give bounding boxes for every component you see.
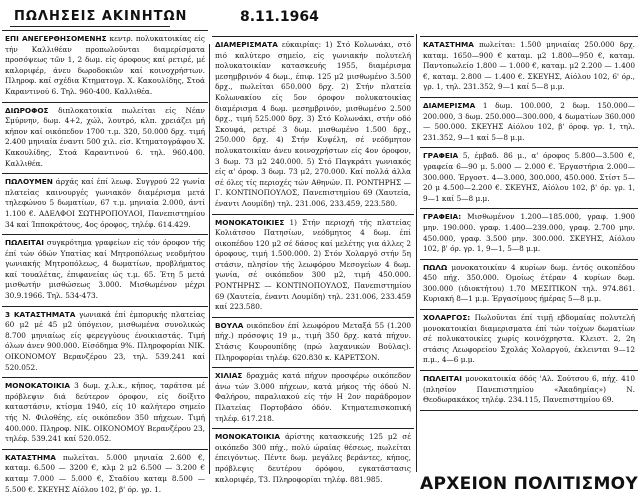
column-divider [416, 34, 417, 472]
classified-ad [420, 148, 638, 209]
ad-title: ΠΩΛΕΙΤΑΙ [5, 238, 44, 248]
ad-title: ΓΡΑΦΕΙΑ: [423, 212, 462, 222]
classified-ad [420, 209, 638, 259]
ad-body: 3 δωμ. χ.λ.κ., κήπος, ταράτσα μέ πρόβλεψιν διά δεύτερον όροφον, είς δοίξιτο καταστάσιν, κτίσμα 1940, είς 10 καλήτερο σημείο τής Ν. Φιλοθέης, είς οικόπεδον 350 πήχεων. Τιμή 400.000. Πληροφ. ΝΙΚ. ΟΙΚΟΝΟΜΟΥ Βερανζέρου 23, τηλέφ. 539.241 καί 520.052. [5, 381, 205, 444]
ad-body: γωνιακά έπί έμπορικής πλατείας 60 μ2 μέ 45 μ2 ύπόγειον, μισθωμένα συνολικώς 8.700 μηνιαίως είς φερεγγύους ένοικιαστάς. Τιμή όλων άνεν 900.000. Είσόδημα 9%. Πληροφορίαι ΝΙΚ. ΟΙΚΟΝΟΜΟΥ Βερανζέρου 23, τηλ. 539.241 καί 520.052. [5, 309, 205, 372]
ad-body: κεντρ. πολυκατοικίας είς τήν Καλλιθέαν προπωλοῦνται διαμερίσματα προσόψεως τῶν 1, 2 δωμ. είς όροφους καί ρετιρέ, μέ καλοριφέρ, άνευ δωροδοκιῶν καί κοινοχρήστων. Πληροφ. καί σχέδια Κτηματογρ. Χ. Κακουλίδης, Στοά Καραντινού 6. Τηλ. 960-400. Καλλιθέα. [5, 34, 205, 96]
ad-body: πωλείται: 1.500 μηνιαίας 250.000 δρχ. καταμ. 1650—900 € καταμ. μ2 1.800—950 €, καταμ. Παντοπωλείο 1.800 — 1.000 €, καταμ. μ2 2.200 — 1.400 €, καταμ. 2.800 — 1.400 €. ΣΚΕΥΗΣ, Αίόλου 102, 6' όρ., γρ. 1, τηλ. 231.352, 9—1 καί 5—8 μ.μ. [423, 40, 636, 92]
ad-title: ΔΙΩΡΟΦΟΣ [5, 105, 49, 115]
ad-title: ΚΑΤΑΣΤΗΜΑ [423, 40, 474, 49]
ad-body: μονοκατοικία όδός 'Αλ. Σούτσου 6, πήχ. 410 (πλησίον Πανεπιστημίου «Άκαδημίας») Ν. Θεοδωρακάκος τηλέφ. 234.115, Πανεπιστημίου 69. [423, 374, 635, 405]
ad-body: 5, έμβαδ. 86 μ., α' όροφος 5.800—3.500 €, γραφεία 6—90 μ. 5.000 — 2.000 €. Έργαστήρια 2.000—300.000. Έργοστ. 4—3.000, 300.000, 450.000. Στίστ 5—20 μ 4.500—2.200 €. ΣΚΕΥΗΣ, Αίόλου 102, β' όρ. γρ. 1, 9—1 καί 5—8 μ.μ. [423, 151, 635, 203]
classified-ad [2, 235, 208, 307]
classified-ad [2, 31, 208, 103]
classified-ad [420, 260, 638, 310]
ad-title: ΚΑΤΑΣΤΗΜΑ [5, 452, 56, 462]
ad-body: άρίστης κατασκευής 125 μ2 σέ οικόπεδο 300 πήχ., πολύ ώραίας θέσεως, πωλείται έπειγόντως. Πέντε δωμ. μεγάλες βεράντες, κήπος, πρόβλεψις δευτέρου όρόφου, εγκατάστασις καλοριφέρ, Τ3. Πληροφορίαι τηλέφ. 881.985. [215, 432, 412, 484]
issue-date: 8.11.1964 [240, 9, 319, 25]
column-left [2, 30, 208, 499]
ad-title: ΜΟΝΟΚΑΤΟΙΚΙΑ [5, 381, 70, 391]
ad-body: 1 δωμ. 100.000, 2 δωμ. 150.000—200.000, 3 δωμ. 250.000—300.000, 4 δωματίων 360.000 — 500.000. ΣΚΕΥΗΣ Αίόλου 102, β' όροφ. γρ. 1, τηλ. 231.352, 9—1 καί 5—8 μ.μ. [423, 100, 635, 142]
ad-body: διπλοκατοικία πωλείται είς Νέαν Σμύρνην, δωμ. 4+2, χώλ, λουτρό, κλπ. χρειάζει μή κήπον καί οικόπεδον 1700 τ.μ. 320, 50.000 δρχ. τιμή 2.400 μηνιαία έναντι 500 χιλ. είσ. Κτηματογράφου Χ. Κακουλίδης, Στοά Καραντινού 6. τηλ. 960.400. Καλλιθέα. [5, 105, 205, 168]
section-heading: ΠΩΛΗΣΕΙΣ ΑΚΙΝΗΤΩΝ [14, 9, 188, 24]
ad-body: εύκαιρίας: 1) Στό Κολωνάκι, στό πιό καλύτερο σημείο, είς γωνιακήν πολυτελή πολυκατοικίαν κατασκευής 1955, διαμέρισμα μεσημβρινόν 4 δωμ., έπιφ. 125 μ2 μισθωμένο 3.500 δρχ., πωλείται 650.000 δρχ. 2) Στήν πλατεία Κολωνακίου είς 5ον όροφον πολυκατοικίας διαμέρισμα 4 δωμ. μεσημβρινόν, μισθωμένο 2.500 δρχ., τιμή 525.000 δρχ. 3) Στό Κολωνάκι, στήν οδό Σκουφά, ρετιρέ 3 δωμ. μισθωμένο 1.500 δρχ., 250.000 δρχ. 4) Στήν Κυψέλη, σέ νεόδμητον πολυκατοικίαν άνευ κοινοχρήστων είς 4ον όροφον, 3 δωμ. 73 μ2 240.000. 5) Στό Παγκράτι γωνιακός είς α' όροφ. 3 δωμ. 73 μ2, 270.000. Καί πολλά άλλα σέ όλες τίς περιοχές τών Αθηνών. Π. ΡΟΝΤΗΡΗΣ — Γ. ΚΟΝΤΙΝΟΠΟΥΛΟΣ, Πανεπιστημίου 69 (Χαυτεία, έναντι Λουμίδη) τηλ. 231.006, 233.459, 223.580. [215, 40, 411, 208]
ad-body: Μισθωμένον 1.200—185.000, γραφ. 1.900 μην. 190.000. γραφ. 1.400—239.000, γραφ. 2.700 μην. 450.000, γραφ. 3.500 μην. 300.000. ΣΚΕΥΗΣ, Αίόλου 102, β' όρ. γρ. 1, 9—1, 5—8 μ.μ. [423, 212, 635, 254]
ad-title: ΕΠΙ ΑΝΕΓΕΡΘΗΣΟΜΕΝΗΣ [5, 34, 107, 43]
ad-body: 1) Στήν περιοχή τής πλατείας Κολιάτσου Πατησίων, νεόδμητος 4 δωμ. έπί οικοπέδου 120 μ2 σέ δάσος καί μελέτης για άλλες 2 όροφους, τιμή 1.500.000. 2) Στόν Χολαργό στήν 5η στάσιν, πλησίον τής λεωφόρου Μεσογείων 4 δωμ. γωνία, σέ οικόπεδον 300 μ2, τιμή 450.000. ΡΟΝΤΗΡΗΣ — ΚΟΝΤΙΝΟΠΟΥΛΟΣ, Πανεπιστημίου 69 (Χαυτεία, έναντι Λουμίδη) τηλ. 231.006, 233.459 καί 223.580. [215, 217, 411, 312]
ad-title: ΒΟΥΛΑ [215, 320, 244, 330]
ad-title: ΓΡΑΦΕΙΑ [423, 151, 459, 161]
classified-ad [2, 103, 208, 175]
ad-body: πωλείται. 5.000 μηνιαία 2.600 €, καταμ. 6.500 — 3200 €, κλμ 2 μ2 6.500 — 3.200 € καταμ 7.000 — 5.000 €, Σταδίου καταμ 8.500 — 5.500 €. ΣΚΕΥΗΣ Αίόλου 102, β' όρ. γρ. 1. [5, 452, 205, 494]
archive-caption: ΑΡΧΕΙΟΝ ΠΟΛΙΤΙΣΜΟΥ [420, 474, 639, 494]
ad-title: ΜΟΝΟΚΑΤΟΙΚΙΑ [215, 432, 280, 442]
ad-title: ΠΩΛΕΙΤΑΙ [423, 374, 462, 384]
ad-title: ΔΙΑΜΕΡΙΣΜΑ [423, 100, 476, 110]
classified-ad [212, 215, 414, 318]
ad-body: δραχμάς κατά πήχυν προσφέρω οικόπεδον άνω τών 3.000 πήχεων, κατά μήκος τής όδού Ν. Φαλήρου, παραλιακού είς τήν Η 2ον παράδρομον Πλατείας Πορτοβάσο όδόν. Κτηματεπισκοπική τηλέφ. 617.218. [215, 371, 411, 423]
ad-body: μονοκατοικίαν 4 κυρίων δωμ. έντός οικοπέδου 450 πήχ. 350.000. Όμοίως έτέραν 4 κυρίων δωμ. 300.000 (ιδιοκτήτου) 1.70 ΜΕΣΙΤΙΚΟΝ τηλ. 974.861. Κυριακή 8—1 μ.μ. Έργασίμους ήμέρας 5—8 μ.μ. [423, 262, 635, 304]
ad-title: ΧΟΛΑΡΓΟΣ: [423, 313, 471, 323]
classified-ad [2, 450, 208, 499]
column-divider [209, 44, 210, 474]
ad-title: ΔΙΑΜΕΡΙΣΜΑΤΑ [215, 40, 278, 49]
classified-ad [212, 37, 414, 215]
ad-body: οικόπεδον έπί λεωφόρου Μεταξά 55 (1.200 πήχ.) πρόσοψις 19 μ., τιμή 350 δρχ. κατά πήχυν. Στάσις Κουρουπίδης (πρώ λαχανικών Βούλας). Πληροφορίαι τηλέφ. 620.830 κ. ΚΑΡΕΤΣΟΝ. [215, 320, 412, 362]
classified-ad [420, 37, 638, 98]
classified-ad [420, 371, 638, 411]
ad-title: ΠΩΛΩ [423, 262, 448, 272]
ad-title: ΠΩΛΟΥΜΕΝ [5, 177, 53, 187]
heading-rule [10, 26, 170, 27]
column-middle [212, 36, 414, 489]
column-right [420, 36, 638, 411]
classified-ad [212, 368, 414, 429]
ad-body: Πωλοῦνται έπί τιμῇ εβδομαίας πολυτελή μονοκατοικίαι διαμερισματα έπί τών τοίχων δωματίων σέ πολυκατοικίες χωρίς κοινόχρηστα. Κλειστ. 2, 2η στάσις Λεωφορείου Σχολάς Χολαργού, έκλεινται 9—12 π.μ., 4—6 μ.μ. [423, 313, 635, 365]
ad-title: 3 ΚΑΤΑΣΤΗΜΑΤΑ [5, 309, 76, 319]
classified-ad [2, 174, 208, 235]
ad-title: ΧΙΛΙΑΣ [215, 371, 243, 381]
classified-ad [420, 98, 638, 148]
classified-ad [212, 429, 414, 489]
classified-ad [420, 310, 638, 371]
classified-ad [2, 307, 208, 379]
classified-ad [212, 318, 414, 368]
ad-title: ΜΟΝΟΚΑΤΟΙΚΙΕΣ [215, 217, 285, 227]
ad-body: άρχάς καί έπί λεωφ. Συγγρού 22 γωνία πλατείας καινουργές γωνιακόν διαμέρισμα μετά τηλεφώνου 5 δωματίων, 67 τ.μ. μηνιαία 2.000, άντί 1.100 €. ΑΔΕΛΦΟΙ ΣΩΤΗΡΟΠΟΥΛΟΙ, Πανεπιστημίου 34 καί Ίπποκράτους, 4ος όροφος, τηλέφ. 614.429. [5, 177, 205, 229]
ad-body: συγκρότημα γραφείων είς τόν όροφον τής έπί τών όδών Υπατίας καί Μητροπόλεως νεοδμήτου γωνιακής Μητροπόλεως, 4 δωματίων, προβλήματος καί τουαλέτας, έπιφανείας ώς τ.μ. 65. Έτη 5 μετά μισθωτήν μισθώσεως 3.000. Μισθωμένον μέχρι 30.9.1966. Τηλ. 534-473. [5, 238, 206, 301]
classified-ad [2, 378, 208, 450]
